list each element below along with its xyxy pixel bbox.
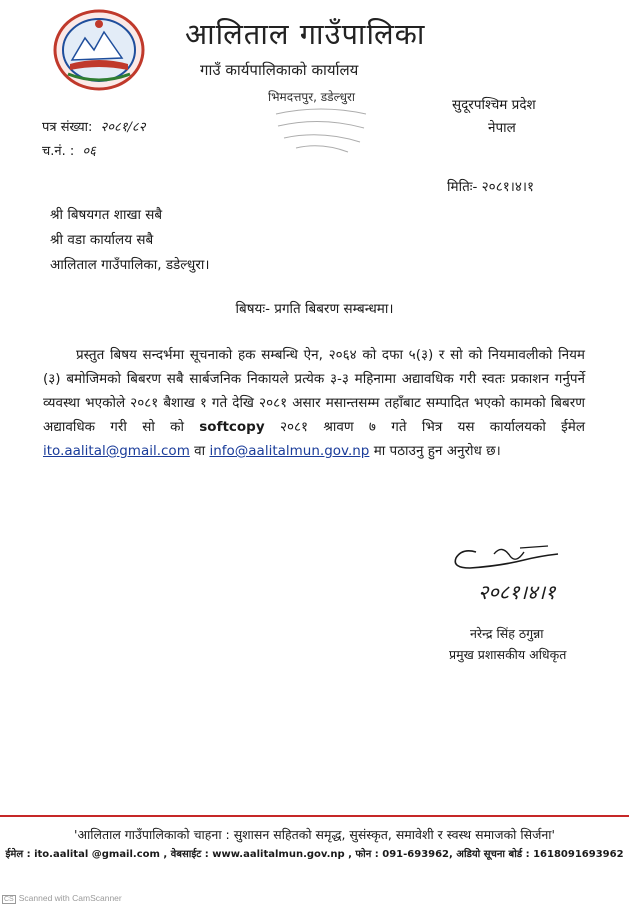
municipality-emblem-logo [52,8,146,92]
reference-value: २०८१/८२ [100,120,146,135]
signatory-name: नरेन्द्र सिंह ठगुन्ना [470,626,544,641]
stamp-text: भिमदत्तपुर, डडेल्धुरा [268,90,355,104]
subject-line: बिषयः- प्रगति बिबरण सम्बन्धमा। [235,301,394,317]
email-link-info[interactable]: info@aalitalmun.gov.np [209,443,370,459]
office-subtitle: गाउँ कार्यपालिकाको कार्यालय [200,61,359,79]
email-link-ito[interactable]: ito.aalital@gmail.com [43,443,190,459]
body-text: २०८१ श्रावण ७ गते भित्र यस कार्यालयको ईमेल [279,419,585,435]
signature-date: २०८१।४।१ [478,580,556,604]
reference-number [42,117,145,135]
footer-motto: 'आलिताल गाउँपालिकाको चाहना : सुशासन सहितको समृद्ध, सुसंस्कृत, समावेशी र स्वस्थ समाजको सिर्जना' [74,827,555,842]
province-label: सुदूरपश्चिम प्रदेश [452,97,536,113]
softcopy-term: softcopy [199,419,265,435]
reference-label: पत्र संख्या: [42,120,93,135]
letter-body [43,343,585,463]
body-text: प्रस्तुत बिषय सन्दर्भमा सूचनाको हक सम्बन्धि ऐन, २०६४ को दफा ५(३) र सो को नियमावलीको नियम (३) बमोजिमको बिबरण सबै सार्बजनिक निकायले प्रत्येक ३-३ महिनामा अद्यावधिक गरी स्वतः प्रकाशन गर्नुपर्ने व्यवस्था भएकोले २०८१ बैशाख १ गते देखि २०८१ असार मसान्तसम्म तहाँबाट सम्पादित भएको कामको बिबरण अद्यावधिक गरी सो को [43,347,585,435]
body-connector: वा [194,443,206,459]
signatory-role: प्रमुख प्रशासकीय अधिकृत [449,647,567,662]
footer-divider [0,815,629,817]
recipient-line: आलिताल गाउँपालिका, डडेल्धुरा। [50,257,210,273]
footer-contact: ईमेल : ito.aalital @gmail.com , वेबसाईट : www.aalitalmun.gov.np , फोन : 091-693962, अडियो सूचना बोर्ड : 1618091693962 [5,849,624,860]
scanner-text: Scanned with CamScanner [18,893,122,903]
scanner-watermark [2,893,122,904]
dispatch-number [42,141,96,159]
dispatch-label: च.नं. : [42,144,75,159]
dispatch-value: ०६ [82,144,96,159]
letter-date: मितिः- २०८१।४।१ [447,179,535,195]
country-label: नेपाल [488,120,516,136]
body-text: मा पठाउनु हुन अनुरोध छ। [373,443,501,459]
camscanner-icon: CS [4,896,14,903]
recipient-line: श्री वडा कार्यालय सबै [50,232,154,248]
recipient-line: श्री बिषयगत शाखा सबै [50,207,163,223]
municipality-title: आलिताल गाउँपालिका [185,17,426,51]
